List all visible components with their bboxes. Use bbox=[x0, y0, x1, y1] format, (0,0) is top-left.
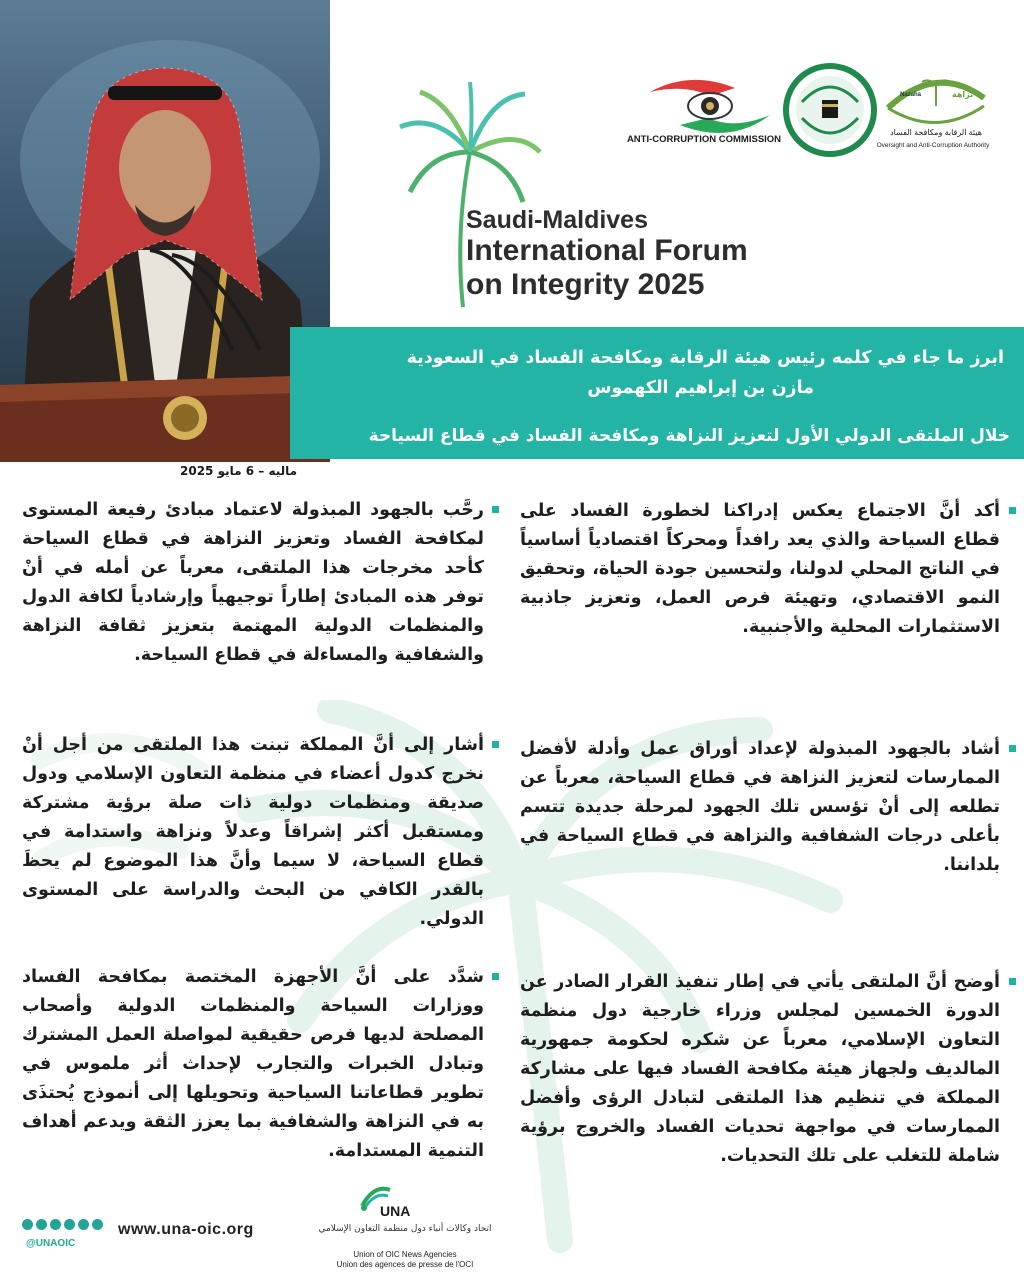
una-logo-text: UNA bbox=[380, 1203, 411, 1219]
nazaha-mini-en: Nazaha bbox=[900, 92, 922, 98]
paragraph-left-2: أشار إلى أنَّ المملكة تبنت هذا الملتقى من أجل أنْ نخرج كدول أعضاء في منظمة التعاون الإسلامي ودول صديقة ومنظمات دولية ذات صلة برؤية مشتركة ومستقبل أكثر إشراقاً وعدلاً ونزاهة واستدامة في قطاع السياحة، لا سيما وأنَّ هذا الموضوع لم يحظَ بالقدر الكافي من البحث والدراسة على المستوى الدولي. bbox=[22, 735, 484, 929]
social-handle: @UNAOIC bbox=[26, 1238, 76, 1249]
forum-title-line1: Saudi-Maldives bbox=[466, 206, 648, 234]
linkedin-icon[interactable] bbox=[92, 1219, 103, 1230]
speaker-photo bbox=[0, 0, 330, 462]
website-link[interactable]: www.una-oic.org bbox=[118, 1221, 254, 1238]
forum-title bbox=[466, 206, 806, 301]
una-name-ar: اتحاد وكالات أنباء دول منظمة التعاون الإسلامي bbox=[318, 1224, 492, 1234]
facebook-icon[interactable] bbox=[50, 1219, 61, 1230]
forum-title-line2: International Forum bbox=[466, 234, 748, 267]
oic-logo bbox=[782, 62, 878, 158]
bullet-icon bbox=[492, 973, 499, 980]
paragraph-right-1: أكد أنَّ الاجتماع يعكس إدراكنا لخطورة الفساد على قطاع السياحة والذي يعد رافداً ومحركاً اقتصادياً أساسياً في الناتج المحلي لدولنا، ولتحسين جودة الحياة، وتحقيق النمو الاقتصادي، وتهيئة فرص العمل، وتعزيز جاذبية الاستثمارات المحلية والأجنبية. bbox=[520, 501, 1000, 637]
una-name-en-line2: Union des agences de presse de l'OCI bbox=[336, 1260, 474, 1269]
social-icons bbox=[22, 1219, 103, 1230]
dateline: ماليه – 6 مايو 2025 bbox=[180, 464, 298, 478]
paragraph-left-3: شدَّد على أنَّ الأجهزة المختصة بمكافحة الفساد ووزارات السياحة والمنظمات الدولية وأصحاب المصلحة لديها فرص حقيقية لمواصلة العمل المشترك وتبادل الخبرات والتجارب لإحداث أثر ملموس في تطوير قطاعاتنا السياحية وتحويلها إلى أنموذج يُحتذَى به في النزاهة والشفافية بما يعزز الثقة ويدعم أهداف التنمية المستدامة. bbox=[22, 967, 484, 1161]
nazaha-caption-ar: هيئة الرقابة ومكافحة الفساد bbox=[890, 128, 982, 137]
instagram-icon[interactable] bbox=[64, 1219, 75, 1230]
acc-caption: ANTI-CORRUPTION COMMISSION bbox=[626, 134, 782, 145]
bullet-icon bbox=[1009, 745, 1016, 752]
una-logo bbox=[352, 1180, 422, 1220]
paragraph-left-1: رحَّب بالجهود المبذولة لاعتماد مبادئ رفيعة المستوى لمكافحة الفساد وتعزيز النزاهة في قطاع السياحة كأحد مخرجات هذا الملتقى، معرباً عن أمله في أنْ توفر هذه المبادئ إطاراً توجيهياً وإرشادياً لكافة الدول والمنظمات الدولية المهتمة بتعزيز ثقافة النزاهة والشفافية والمساءلة في قطاع السياحة. bbox=[22, 500, 484, 665]
telegram-icon[interactable] bbox=[36, 1219, 47, 1230]
headline-line2: مازن بن إبراهيم الكهموس bbox=[587, 378, 814, 398]
paragraph-right-3: أوضح أنَّ الملتقى يأتي في إطار تنفيذ القرار الصادر عن الدورة الخمسين لمجلس وزراء خارجية دول منظمة التعاون الإسلامي، معرباً عن شكره لحكومة جمهورية المالديف ولجهاز هيئة مكافحة الفساد فيها على مشاركة المملكة في تنظيم هذا الملتقى لتبادل الرؤى وأفضل الممارسات في مواجهة تحديات الفساد والخروج برؤية شاملة للتغلب على تلك التحديات. bbox=[520, 972, 1000, 1166]
bullet-icon bbox=[1009, 978, 1016, 985]
bullet-icon bbox=[492, 506, 499, 513]
forum-title-line3: on Integrity 2025 bbox=[466, 267, 705, 301]
una-name-en-line1: Union of OIC News Agencies bbox=[353, 1250, 457, 1259]
nazaha-caption-en: Oversight and Anti-Corruption Authority bbox=[876, 142, 990, 149]
youtube-icon[interactable] bbox=[78, 1219, 89, 1230]
paragraph-right-2: أشاد بالجهود المبذولة لإعداد أوراق عمل وأدلة لأفضل الممارسات لتعزيز النزاهة في قطاع السياحة، معرباً عن تطلعه إلى أنْ تؤسس تلك الجهود لمرحلة جديدة تتسم بأعلى درجات الشفافية والنزاهة في قطاع السياحة في بلداننا. bbox=[520, 739, 1000, 875]
x-icon[interactable] bbox=[22, 1219, 33, 1230]
headline-line1: ابرز ما جاء في كلمه رئيس هيئة الرقابة ومكافحة الفساد في السعودية bbox=[406, 348, 1004, 368]
bullet-icon bbox=[1009, 507, 1016, 514]
una-name-en bbox=[310, 1250, 500, 1270]
nazaha-mini-ar: نزاهة bbox=[952, 90, 974, 99]
headline-line3: خلال الملتقى الدولي الأول لتعزيز النزاهة ومكافحة الفساد في قطاع السياحة bbox=[368, 426, 1010, 446]
bullet-icon bbox=[492, 741, 499, 748]
